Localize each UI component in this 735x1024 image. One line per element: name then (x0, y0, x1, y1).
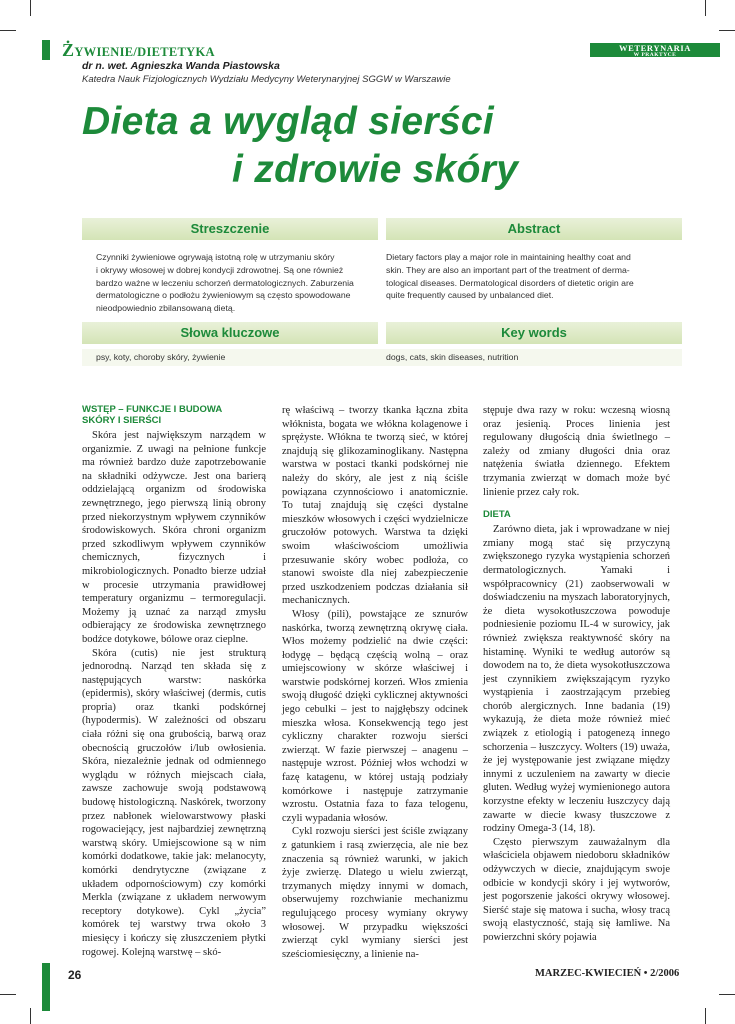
journal-brand (590, 43, 720, 57)
abstract-pl-header: Streszczenie (82, 218, 378, 240)
abstract-en-text (386, 251, 676, 302)
section-heading-intro: WSTĘP – FUNKCJE I BUDOWA SKÓRY I SIERŚCI (82, 404, 223, 426)
keywords-pl-header: Słowa kluczowe (82, 322, 378, 344)
crop-mark (0, 30, 16, 31)
keywords-en-header: Key words (386, 322, 682, 344)
page-number: 26 (68, 968, 82, 982)
crop-mark (705, 1008, 706, 1024)
abstract-line: Czynniki żywieniowe ogrywają istotną rolę w utrzymaniu skóry (96, 252, 335, 262)
body-column-1 (82, 404, 266, 959)
article-title-line2: i zdrowie skóry (232, 148, 519, 191)
abstract-line: quite frequently caused by unbalanced diet. (386, 290, 554, 301)
affiliation: Katedra Nauk Fizjologicznych Wydziału Medycyny Weterynaryjnej SGGW w Warszawie (82, 74, 451, 85)
issue-info: MARZEC-KWIECIEŃ • 2/2006 (535, 968, 680, 979)
abstract-pl-text (96, 251, 380, 315)
abstract-line: dermatologiczne o podłożu żywieniowym są często spowodowane (96, 290, 351, 301)
body-paragraph: Często pierwszym zauważalnym dla właściciela objawem niedoboru składników odżywczych w diecie, znajdującym swoje odbicie w kondycji skóry i jej wytworów, jest pogorszenie jakości okrywy włosowej. Sierść staje się matowa i sucha, włosy tracą swoją elastyczność, stają się łamliwe. Na powierzchni skóry pojawia (483, 836, 670, 943)
article-title-line1: Dieta a wygląd sierści (82, 100, 494, 143)
body-paragraph: Włosy (pili), powstające ze sznurów naskórka, tworzą zewnętrzną okrywę ciała. Włos możemy podzielić na dwie części: łodygę – będącą częścią wolną – oraz umiejscowiony w skórze właściwej i warstwie podskórnej korzeń. Włos zmienia swoją długość dzięki cyklicznej aktywności jego cebulki – jest to najgłębszy odcinek mieszka włosa. Konsekwencją tego jest cykliczny charakter rozwoju sierści zwierząt. W fazie pierwszej – anagenu – następuje wzrost. Później włos wchodzi w fazę katagenu, w której ustają podziały komórkowe i następuje zatrzymanie wzrostu. Ostatnia faza to faza telogenu, czyli wypadania włosów. (282, 608, 468, 824)
body-paragraph: Zarówno dieta, jak i wprowadzane w niej zmiany mogą stać się przyczyną zwiększonego ryzyka wystąpienia schorzeń dermatologicznych. Yamaki i współpracownicy (21) zaobserwowali w doświadczeniu na myszach laboratoryjnych, że dieta wysokotłuszczowa powoduje podniesienie poziomu IL-4 w surowicy, jak również zwiększa reaktywność skóry na histaminę. Wyniki te według autorów są dowodem na to, że dieta wysokotłuszczowa jest czynnikiem zwiększającym ryzyko wystąpienia i zaostrzającym przebieg chorób alergicznych. Inne badania (19) wykazują, że dieta może również mieć związek z etiologią i patogenezą innego schorzenia – łuszczycy. Wolters (19) uważa, że jej występowanie jest związane między innymi z uczuleniem na zawarty w diecie gluten. Według wyżej wymienionego autora korzystne efekty w leczeniu łuszczycy dają zawarte w diecie kwasy tłuszczowe z rodziny Omega-3 (14, 18). (483, 524, 670, 835)
abstract-line: tological diseases. Dermatological disorders of dietetic origin are (386, 277, 634, 288)
brand-line1: WETERYNARIA (619, 43, 691, 53)
body-paragraph: Cykl rozwoju sierści jest ściśle związany z gatunkiem i rasą zwierzęcia, ale nie bez znaczenia są również warunki, w jakich żyje zwierzę. Dlatego u wielu zwierząt, trzymanych między innymi w domach, obserwujemy rozchwianie mechanizmu regulującego procesy wymiany okrywy włosowej. W przypadku większości zwierząt cykl wymiany sierści jest sześciomiesięczny, a linienie na- (282, 826, 468, 960)
body-column-3 (483, 404, 670, 945)
abstract-line: Dietary factors play a major role in maintaining healthy coat and (386, 252, 631, 262)
crop-mark (719, 994, 735, 995)
crop-mark (705, 0, 706, 16)
crop-mark (0, 994, 16, 995)
crop-mark (30, 0, 31, 16)
section-heading-diet: DIETA (483, 509, 511, 521)
body-column-2 (282, 404, 468, 961)
keywords-pl: psy, koty, choroby skóry, żywienie (96, 352, 226, 362)
brand-line2: W PRAKTYCE (633, 51, 677, 58)
body-paragraph: stępuje dwa razy w roku: wczesną wiosną oraz jesienią. Proces linienia jest regulowany długością dnia świetlnego – zależy od zmiany długości dnia oraz natężenia światła dziennego. Efektem trzymania zwierząt w domach może być linienie przez cały rok. (483, 405, 670, 498)
abstract-box (82, 218, 682, 374)
page-color-bar (42, 963, 50, 1011)
abstract-line: nieodpowiednio zbilansowaną dietą. (96, 303, 236, 314)
body-paragraph: rę właściwą – tworzy tkanka łączna zbita włóknista, bogata we włókna kolagenowe i sprężyste. Włókna te tworzą sieć, w której znajdują się glikozaminoglikany. Następna warstwa w postaci tkanki podskórnej nie należy do skóry, ale jest z nią ściśle powiązana czynnościowo i anatomicznie. To tutaj znajdują się części dystalne mieszków włosowych i części wydzielnicze gruczołów potowych. Warstwa ta dzięki swoim właściwościom umożliwia przesuwanie skóry wobec podłoża, co stanowi swoiste dla niej zabezpieczenie przed uszkodzeniem podczas działania sił mechanicznych. (282, 405, 468, 607)
body-paragraph: Skóra jest największym narządem w organizmie. Z uwagi na pełnione funkcje ma również bardzo duże zapotrzebowanie na składniki odżywcze. Jest ona barierą oddzielającą organizm od środowiska zewnętrznego, jego pierwszą linią obrony przed niekorzystnym wpływem czynników środowiskowych. Skóra chroni organizm przed szkodliwym wpływem czynników chemicznych, fizycznych i mikrobiologicznych. Ponadto bierze udział w procesie utrzymania prawidłowej temperatury organizmu – termoregulacji. Możemy ją uznać za narząd zmysłu odbierający ze środowiska zewnętrznego bodźce dotykowe, bólowe oraz cieplne. (82, 430, 266, 645)
crop-mark (30, 1008, 31, 1024)
section-color-bar (42, 40, 50, 60)
keywords-en: dogs, cats, skin diseases, nutrition (386, 352, 519, 362)
abstract-en-header: Abstract (386, 218, 682, 240)
abstract-line: skin. They are also an important part of the treatment of derma- (386, 264, 630, 275)
abstract-line: i okrywy włosowej w dobrej kondycji zdrowotnej. Są one również (96, 264, 344, 275)
section-label: ŻYWIENIE/DIETETYKA (62, 40, 215, 60)
author: dr n. wet. Agnieszka Wanda Piastowska (82, 60, 280, 72)
abstract-line: bardzo ważne w leczeniu schorzeń dermatologicznych. Zaburzenia (96, 277, 354, 288)
crop-mark (719, 30, 735, 31)
body-paragraph: Skóra (cutis) nie jest strukturą jednorodną. Narząd ten składa się z następujących warstw: naskórka (epidermis), skóry właściwej (dermis, cutis propria) oraz tkanki podskórnej (hypodermis). W zależności od obszaru ciała różni się ona grubością, barwą oraz obecnością gruczołów i/lub owłosienia. Skóra, niezależnie jednak od odmiennego wyglądu w różnych miejscach ciała, zawsze zachowuje swoją podstawową budowę histologiczną. Naskórek, tworzony przez nabłonek wielowarstwowy płaski rogowaciejący, jest najbardziej zewnętrzną warstwą skóry. Umiejscowione są w nim komórki dodatkowe, takie jak: melanocyty, komórki dendrytyczne (związane z układem odpornościowym) czy komórki Merkla (związane z układem nerwowym receptory dotykowe). Cykl „życia” komórek tej warstwy trwa około 3 miesięcy i kończy się złuszczeniem płytki rogowej. Kolejną warstwę – skó- (82, 647, 266, 958)
